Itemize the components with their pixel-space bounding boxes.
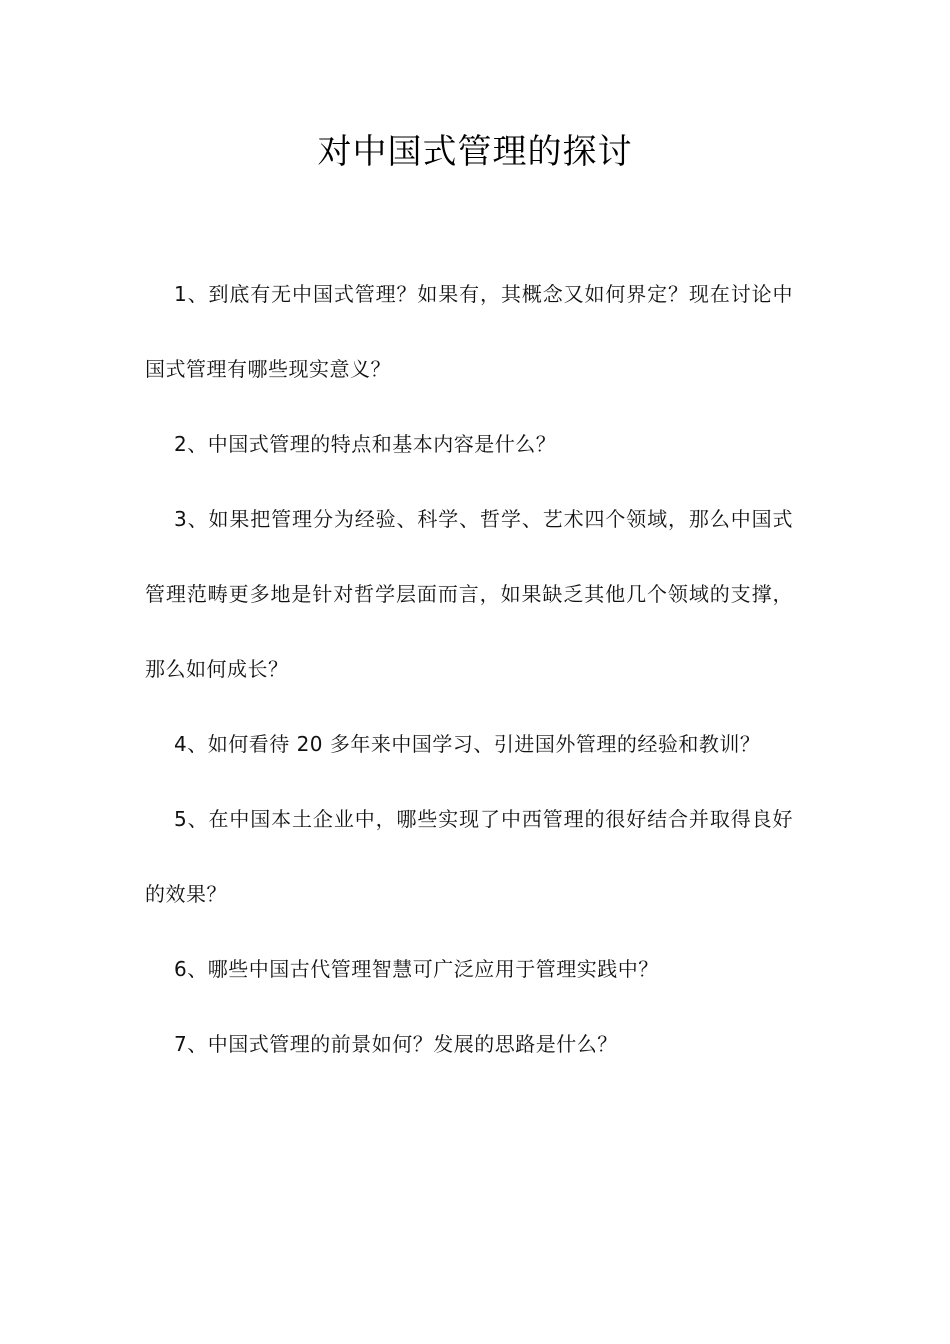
- document-body: [145, 257, 793, 1082]
- question-paragraph-1: 1、到底有无中国式管理？如果有，其概念又如何界定？现在讨论中国式管理有哪些现实意义？: [145, 282, 793, 381]
- document-title: 对中国式管理的探讨: [317, 132, 633, 172]
- question-paragraph-4: 4、如何看待 20 多年来中国学习、引进国外管理的经验和教训？: [174, 732, 761, 756]
- question-paragraph-3: 3、如果把管理分为经验、科学、哲学、艺术四个领域，那么中国式管理范畴更多地是针对哲学层面而言，如果缺乏其他几个领域的支撑，那么如何成长？: [145, 507, 793, 681]
- question-paragraph-2: 2、中国式管理的特点和基本内容是什么？: [174, 432, 557, 456]
- question-paragraph-6: 6、哪些中国古代管理智慧可广泛应用于管理实践中？: [174, 957, 659, 981]
- question-paragraph-7: 7、中国式管理的前景如何？发展的思路是什么？: [174, 1032, 618, 1056]
- question-paragraph-5: 5、在中国本土企业中，哪些实现了中西管理的很好结合并取得良好的效果？: [145, 807, 793, 906]
